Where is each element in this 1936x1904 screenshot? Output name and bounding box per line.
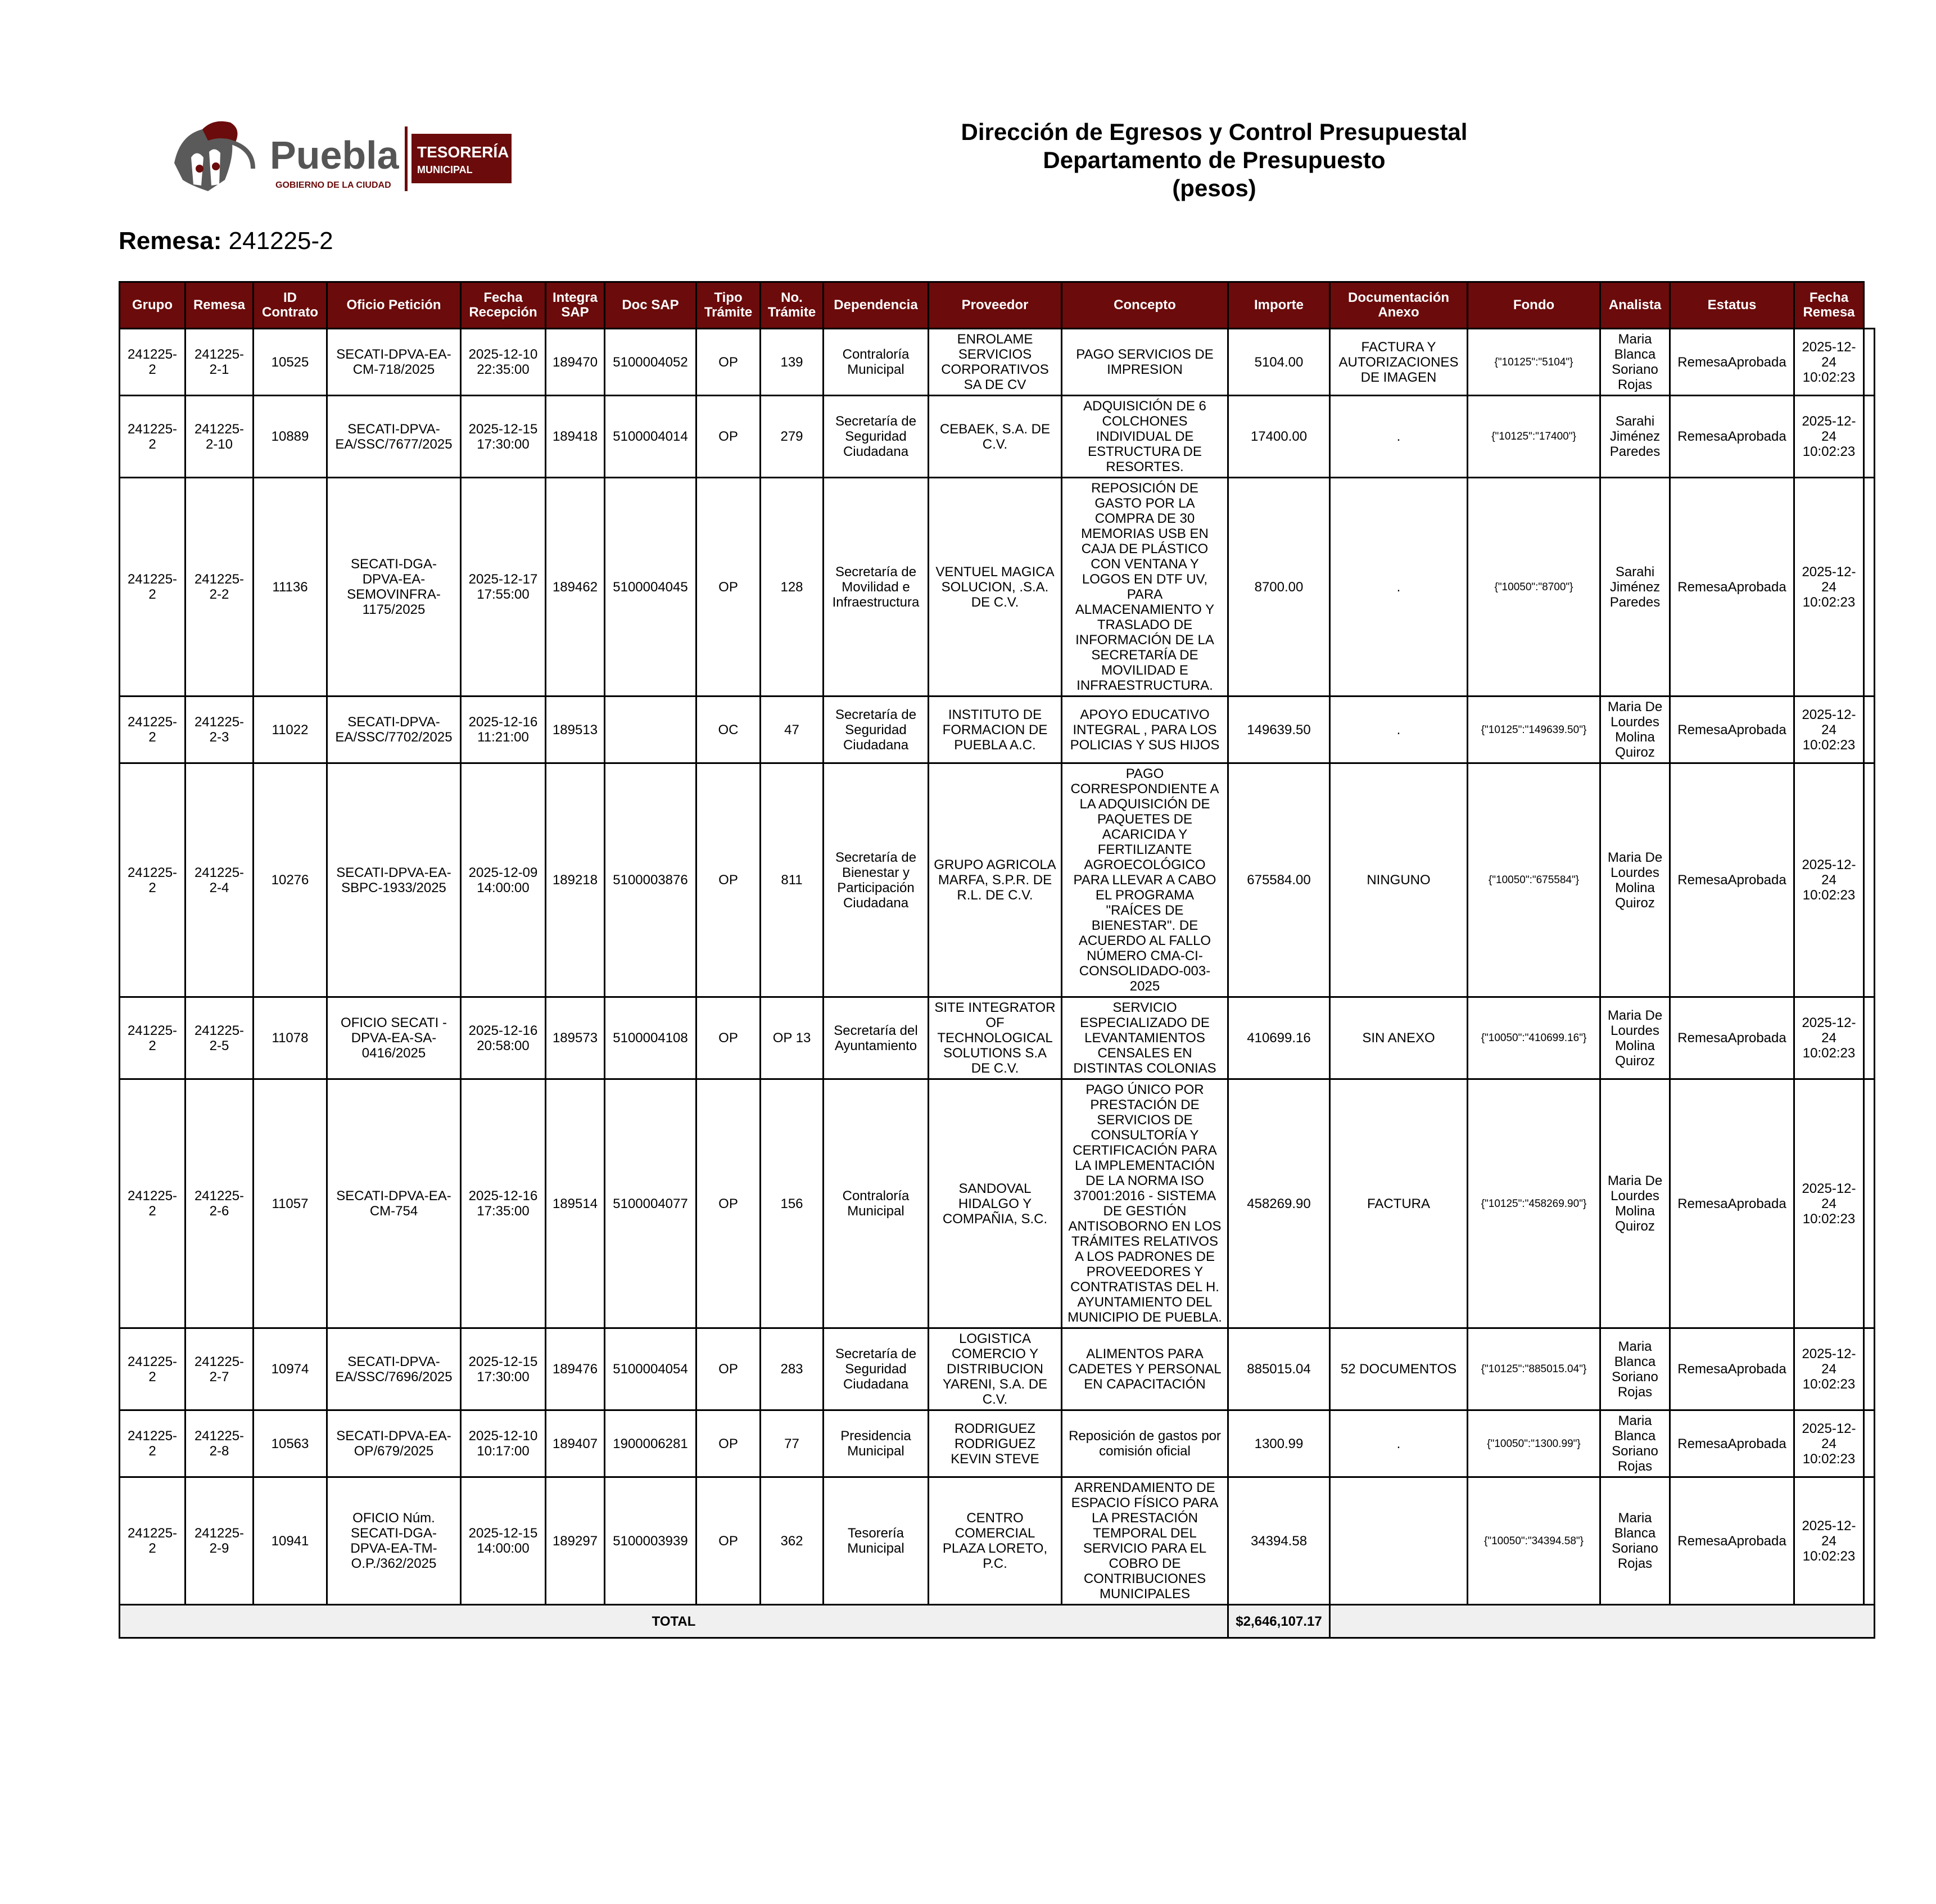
column-header: Dependencia bbox=[824, 282, 929, 329]
concepto-cell: ARRENDAMIENTO DE ESPACIO FÍSICO PARA LA PRESTACIÓN TEMPORAL DEL SERVICIO PARA EL COBRO DE CONTRIBUCIONES MUNICIPALES bbox=[1062, 1477, 1228, 1605]
estatus-cell: RemesaAprobada bbox=[1670, 329, 1794, 396]
table-edge bbox=[1864, 396, 1875, 478]
grupo-cell: 241225-2 bbox=[120, 1410, 186, 1477]
integra-sap-cell: 189470 bbox=[546, 329, 605, 396]
oficio-cell: SECATI-DPVA-EA/SSC/7702/2025 bbox=[327, 697, 461, 763]
id-contrato-cell: 10941 bbox=[254, 1477, 327, 1605]
dependencia-cell: Secretaría de Movilidad e Infraestructura bbox=[824, 478, 929, 697]
anexo-cell: SIN ANEXO bbox=[1330, 997, 1468, 1079]
estatus-cell: RemesaAprobada bbox=[1670, 763, 1794, 997]
importe-cell: 410699.16 bbox=[1228, 997, 1330, 1079]
table-row bbox=[120, 763, 1875, 997]
id-contrato-cell: 11022 bbox=[254, 697, 327, 763]
analista-cell: Maria De Lourdes Molina Quiroz bbox=[1600, 997, 1670, 1079]
total-empty-cell bbox=[1330, 1605, 1875, 1638]
integra-sap-cell: 189218 bbox=[546, 763, 605, 997]
concepto-cell: Reposición de gastos por comisión oficial bbox=[1062, 1410, 1228, 1477]
concepto-cell: PAGO CORRESPONDIENTE A LA ADQUISICIÓN DE PAQUETES DE ACARICIDA Y FERTILIZANTE AGROECOLÓGICO PARA LLEVAR A CABO EL PROGRAMA "RAÍCES DE BIENESTAR". DE ACUERDO AL FALLO NÚMERO CMA-CI-CONSOLIDADO-003-2025 bbox=[1062, 763, 1228, 997]
concepto-cell: APOYO EDUCATIVO INTEGRAL , PARA LOS POLICIAS Y SUS HIJOS bbox=[1062, 697, 1228, 763]
oficio-cell: SECATI-DPVA-EA-CM-754 bbox=[327, 1079, 461, 1328]
id-contrato-cell: 10563 bbox=[254, 1410, 327, 1477]
doc-sap-cell: 5100004108 bbox=[605, 997, 696, 1079]
fecha-recepcion-cell: 2025-12-09 14:00:00 bbox=[461, 763, 546, 997]
oficio-cell: SECATI-DGA-DPVA-EA-SEMOVINFRA-1175/2025 bbox=[327, 478, 461, 697]
id-contrato-cell: 11078 bbox=[254, 997, 327, 1079]
column-header: No. Trámite bbox=[761, 282, 824, 329]
oficio-cell: OFICIO Núm. SECATI-DGA-DPVA-EA-TM-O.P./362/2025 bbox=[327, 1477, 461, 1605]
total-row bbox=[120, 1605, 1875, 1638]
concepto-cell: PAGO ÚNICO POR PRESTACIÓN DE SERVICIOS DE CONSULTORÍA Y CERTIFICACIÓN PARA LA IMPLEMENTACIÓN DE LA NORMA ISO 37001:2016 - SISTEMA DE GESTIÓN ANTISOBORNO EN LOS TRÁMITES RELATIVOS A LOS PADRONES DE PROVEEDORES Y CONTRATISTAS DEL H. AYUNTAMIENTO DEL MUNICIPIO DE PUEBLA. bbox=[1062, 1079, 1228, 1328]
dependencia-cell: Secretaría de Seguridad Ciudadana bbox=[824, 396, 929, 478]
column-header: Fecha Remesa bbox=[1794, 282, 1864, 329]
id-contrato-cell: 10276 bbox=[254, 763, 327, 997]
fondo-cell: {"10125":"885015.04"} bbox=[1468, 1328, 1600, 1410]
id-contrato-cell: 10525 bbox=[254, 329, 327, 396]
proveedor-cell: CEBAEK, S.A. DE C.V. bbox=[929, 396, 1062, 478]
remesa-cell: 241225-2-3 bbox=[186, 697, 254, 763]
estatus-cell: RemesaAprobada bbox=[1670, 697, 1794, 763]
importe-cell: 149639.50 bbox=[1228, 697, 1330, 763]
proveedor-cell: RODRIGUEZ RODRIGUEZ KEVIN STEVE bbox=[929, 1410, 1062, 1477]
fondo-cell: {"10050":"410699.16"} bbox=[1468, 997, 1600, 1079]
anexo-cell bbox=[1330, 1477, 1468, 1605]
dependencia-cell: Secretaría de Bienestar y Participación Ciudadana bbox=[824, 763, 929, 997]
integra-sap-cell: 189514 bbox=[546, 1079, 605, 1328]
tipo-tramite-cell: OP bbox=[696, 997, 761, 1079]
remesa-cell: 241225-2-1 bbox=[186, 329, 254, 396]
column-header: Grupo bbox=[120, 282, 186, 329]
anexo-cell: . bbox=[1330, 478, 1468, 697]
grupo-cell: 241225-2 bbox=[120, 396, 186, 478]
fondo-cell: {"10125":"5104"} bbox=[1468, 329, 1600, 396]
fecha-remesa-cell: 2025-12-24 10:02:23 bbox=[1794, 396, 1864, 478]
puebla-tesoreria-logo bbox=[169, 118, 512, 197]
estatus-cell: RemesaAprobada bbox=[1670, 1477, 1794, 1605]
proveedor-cell: SITE INTEGRATOR OF TECHNOLOGICAL SOLUTIONS S.A DE C.V. bbox=[929, 997, 1062, 1079]
column-header: Fondo bbox=[1468, 282, 1600, 329]
analista-cell: Maria Blanca Soriano Rojas bbox=[1600, 329, 1670, 396]
tipo-tramite-cell: OP bbox=[696, 763, 761, 997]
grupo-cell: 241225-2 bbox=[120, 697, 186, 763]
table-edge bbox=[1864, 697, 1875, 763]
fecha-remesa-cell: 2025-12-24 10:02:23 bbox=[1794, 1410, 1864, 1477]
grupo-cell: 241225-2 bbox=[120, 1328, 186, 1410]
estatus-cell: RemesaAprobada bbox=[1670, 997, 1794, 1079]
table-row bbox=[120, 396, 1875, 478]
remesa-label: Remesa: bbox=[119, 227, 222, 255]
column-header: Proveedor bbox=[929, 282, 1062, 329]
dependencia-cell: Contraloría Municipal bbox=[824, 1079, 929, 1328]
column-header: Doc SAP bbox=[605, 282, 696, 329]
dependencia-cell: Secretaría de Seguridad Ciudadana bbox=[824, 1328, 929, 1410]
concepto-cell: ADQUISICIÓN DE 6 COLCHONES INDIVIDUAL DE ESTRUCTURA DE RESORTES. bbox=[1062, 396, 1228, 478]
estatus-cell: RemesaAprobada bbox=[1670, 1328, 1794, 1410]
fecha-recepcion-cell: 2025-12-17 17:55:00 bbox=[461, 478, 546, 697]
grupo-cell: 241225-2 bbox=[120, 1079, 186, 1328]
remesa-cell: 241225-2-5 bbox=[186, 997, 254, 1079]
tipo-tramite-cell: OP bbox=[696, 1328, 761, 1410]
table-edge bbox=[1864, 763, 1875, 997]
fecha-recepcion-cell: 2025-12-16 17:35:00 bbox=[461, 1079, 546, 1328]
concepto-cell: SERVICIO ESPECIALIZADO DE LEVANTAMIENTOS CENSALES EN DISTINTAS COLONIAS bbox=[1062, 997, 1228, 1079]
analista-cell: Maria Blanca Soriano Rojas bbox=[1600, 1477, 1670, 1605]
table-row bbox=[120, 478, 1875, 697]
grupo-cell: 241225-2 bbox=[120, 1477, 186, 1605]
total-value: $2,646,107.17 bbox=[1228, 1605, 1330, 1638]
id-contrato-cell: 10889 bbox=[254, 396, 327, 478]
logo-tagline-text: GOBIERNO DE LA CIUDAD bbox=[275, 180, 391, 190]
fecha-recepcion-cell: 2025-12-10 22:35:00 bbox=[461, 329, 546, 396]
doc-sap-cell: 5100003876 bbox=[605, 763, 696, 997]
no-tramite-cell: 283 bbox=[761, 1328, 824, 1410]
importe-cell: 17400.00 bbox=[1228, 396, 1330, 478]
column-header: Concepto bbox=[1062, 282, 1228, 329]
fecha-remesa-cell: 2025-12-24 10:02:23 bbox=[1794, 763, 1864, 997]
report-title-block bbox=[877, 118, 1551, 202]
integra-sap-cell: 189513 bbox=[546, 697, 605, 763]
remesa-heading bbox=[119, 226, 333, 256]
concepto-cell: ALIMENTOS PARA CADETES Y PERSONAL EN CAPACITACIÓN bbox=[1062, 1328, 1228, 1410]
estatus-cell: RemesaAprobada bbox=[1670, 1079, 1794, 1328]
id-contrato-cell: 11136 bbox=[254, 478, 327, 697]
proveedor-cell: VENTUEL MAGICA SOLUCION, .S.A. DE C.V. bbox=[929, 478, 1062, 697]
grupo-cell: 241225-2 bbox=[120, 763, 186, 997]
doc-sap-cell: 5100004077 bbox=[605, 1079, 696, 1328]
dependencia-cell: Secretaría del Ayuntamiento bbox=[824, 997, 929, 1079]
integra-sap-cell: 189297 bbox=[546, 1477, 605, 1605]
logo-emblem-icon bbox=[174, 121, 253, 191]
importe-cell: 675584.00 bbox=[1228, 763, 1330, 997]
analista-cell: Maria De Lourdes Molina Quiroz bbox=[1600, 697, 1670, 763]
analista-cell: Sarahi Jiménez Paredes bbox=[1600, 478, 1670, 697]
no-tramite-cell: 156 bbox=[761, 1079, 824, 1328]
anexo-cell: NINGUNO bbox=[1330, 763, 1468, 997]
fecha-remesa-cell: 2025-12-24 10:02:23 bbox=[1794, 329, 1864, 396]
table-edge bbox=[1864, 1328, 1875, 1410]
fecha-remesa-cell: 2025-12-24 10:02:23 bbox=[1794, 997, 1864, 1079]
tipo-tramite-cell: OC bbox=[696, 697, 761, 763]
id-contrato-cell: 10974 bbox=[254, 1328, 327, 1410]
table-row bbox=[120, 1328, 1875, 1410]
tipo-tramite-cell: OP bbox=[696, 478, 761, 697]
oficio-cell: SECATI-DPVA-EA-OP/679/2025 bbox=[327, 1410, 461, 1477]
fecha-recepcion-cell: 2025-12-15 17:30:00 bbox=[461, 396, 546, 478]
fondo-cell: {"10125":"458269.90"} bbox=[1468, 1079, 1600, 1328]
no-tramite-cell: 77 bbox=[761, 1410, 824, 1477]
tipo-tramite-cell: OP bbox=[696, 329, 761, 396]
fecha-recepcion-cell: 2025-12-10 10:17:00 bbox=[461, 1410, 546, 1477]
doc-sap-cell: 5100004054 bbox=[605, 1328, 696, 1410]
estatus-cell: RemesaAprobada bbox=[1670, 1410, 1794, 1477]
id-contrato-cell: 11057 bbox=[254, 1079, 327, 1328]
anexo-cell: FACTURA bbox=[1330, 1079, 1468, 1328]
importe-cell: 8700.00 bbox=[1228, 478, 1330, 697]
anexo-cell: FACTURA Y AUTORIZACIONES DE IMAGEN bbox=[1330, 329, 1468, 396]
fondo-cell: {"10125":"149639.50"} bbox=[1468, 697, 1600, 763]
integra-sap-cell: 189418 bbox=[546, 396, 605, 478]
no-tramite-cell: 811 bbox=[761, 763, 824, 997]
fecha-remesa-cell: 2025-12-24 10:02:23 bbox=[1794, 1477, 1864, 1605]
report-unit: (pesos) bbox=[1172, 175, 1256, 201]
doc-sap-cell: 1900006281 bbox=[605, 1410, 696, 1477]
fondo-cell: {"10125":"17400"} bbox=[1468, 396, 1600, 478]
integra-sap-cell: 189462 bbox=[546, 478, 605, 697]
fecha-remesa-cell: 2025-12-24 10:02:23 bbox=[1794, 1328, 1864, 1410]
column-header: Tipo Trámite bbox=[696, 282, 761, 329]
table-row bbox=[120, 329, 1875, 396]
oficio-cell: SECATI-DPVA-EA/SSC/7677/2025 bbox=[327, 396, 461, 478]
report-title: Dirección de Egresos y Control Presupuestal bbox=[961, 119, 1468, 145]
remesa-cell: 241225-2-7 bbox=[186, 1328, 254, 1410]
doc-sap-cell: 5100004045 bbox=[605, 478, 696, 697]
doc-sap-cell: 5100003939 bbox=[605, 1477, 696, 1605]
analista-cell: Maria De Lourdes Molina Quiroz bbox=[1600, 1079, 1670, 1328]
proveedor-cell: ENROLAME SERVICIOS CORPORATIVOS SA DE CV bbox=[929, 329, 1062, 396]
dependencia-cell: Secretaría de Seguridad Ciudadana bbox=[824, 697, 929, 763]
no-tramite-cell: OP 13 bbox=[761, 997, 824, 1079]
column-header: Remesa bbox=[186, 282, 254, 329]
doc-sap-cell bbox=[605, 697, 696, 763]
remesa-cell: 241225-2-8 bbox=[186, 1410, 254, 1477]
table-header-row bbox=[120, 282, 1875, 329]
table-row bbox=[120, 1477, 1875, 1605]
tipo-tramite-cell: OP bbox=[696, 396, 761, 478]
fondo-cell: {"10050":"8700"} bbox=[1468, 478, 1600, 697]
tipo-tramite-cell: OP bbox=[696, 1410, 761, 1477]
fecha-recepcion-cell: 2025-12-15 14:00:00 bbox=[461, 1477, 546, 1605]
table-edge bbox=[1864, 997, 1875, 1079]
analista-cell: Maria De Lourdes Molina Quiroz bbox=[1600, 763, 1670, 997]
estatus-cell: RemesaAprobada bbox=[1670, 478, 1794, 697]
no-tramite-cell: 128 bbox=[761, 478, 824, 697]
fecha-remesa-cell: 2025-12-24 10:02:23 bbox=[1794, 1079, 1864, 1328]
proveedor-cell: INSTITUTO DE FORMACION DE PUEBLA A.C. bbox=[929, 697, 1062, 763]
column-header: Fecha Recepción bbox=[461, 282, 546, 329]
anexo-cell: 52 DOCUMENTOS bbox=[1330, 1328, 1468, 1410]
oficio-cell: OFICIO SECATI - DPVA-EA-SA-0416/2025 bbox=[327, 997, 461, 1079]
oficio-cell: SECATI-DPVA-EA-CM-718/2025 bbox=[327, 329, 461, 396]
table-row bbox=[120, 1079, 1875, 1328]
column-header: Estatus bbox=[1670, 282, 1794, 329]
column-header: Integra SAP bbox=[546, 282, 605, 329]
remesa-table bbox=[119, 281, 1875, 1639]
remesa-cell: 241225-2-9 bbox=[186, 1477, 254, 1605]
analista-cell: Maria Blanca Soriano Rojas bbox=[1600, 1410, 1670, 1477]
grupo-cell: 241225-2 bbox=[120, 329, 186, 396]
column-header: ID Contrato bbox=[254, 282, 327, 329]
analista-cell: Maria Blanca Soriano Rojas bbox=[1600, 1328, 1670, 1410]
importe-cell: 458269.90 bbox=[1228, 1079, 1330, 1328]
concepto-cell: REPOSICIÓN DE GASTO POR LA COMPRA DE 30 MEMORIAS USB EN CAJA DE PLÁSTICO CON VENTANA Y LOGOS EN DTF UV, PARA ALMACENAMIENTO Y TRASLADO DE INFORMACIÓN DE LA SECRETARÍA DE MOVILIDAD E INFRAESTRUCTURA. bbox=[1062, 478, 1228, 697]
dependencia-cell: Presidencia Municipal bbox=[824, 1410, 929, 1477]
estatus-cell: RemesaAprobada bbox=[1670, 396, 1794, 478]
column-header: Documentación Anexo bbox=[1330, 282, 1468, 329]
integra-sap-cell: 189407 bbox=[546, 1410, 605, 1477]
importe-cell: 34394.58 bbox=[1228, 1477, 1330, 1605]
oficio-cell: SECATI-DPVA-EA/SSC/7696/2025 bbox=[327, 1328, 461, 1410]
integra-sap-cell: 189573 bbox=[546, 997, 605, 1079]
remesa-value: 241225-2 bbox=[228, 227, 333, 255]
importe-cell: 1300.99 bbox=[1228, 1410, 1330, 1477]
grupo-cell: 241225-2 bbox=[120, 997, 186, 1079]
logo-badge-line2: MUNICIPAL bbox=[417, 164, 473, 175]
fecha-recepcion-cell: 2025-12-16 11:21:00 bbox=[461, 697, 546, 763]
fondo-cell: {"10050":"34394.58"} bbox=[1468, 1477, 1600, 1605]
importe-cell: 885015.04 bbox=[1228, 1328, 1330, 1410]
grupo-cell: 241225-2 bbox=[120, 478, 186, 697]
fecha-remesa-cell: 2025-12-24 10:02:23 bbox=[1794, 478, 1864, 697]
analista-cell: Sarahi Jiménez Paredes bbox=[1600, 396, 1670, 478]
fecha-remesa-cell: 2025-12-24 10:02:23 bbox=[1794, 697, 1864, 763]
remesa-cell: 241225-2-2 bbox=[186, 478, 254, 697]
column-header: Analista bbox=[1600, 282, 1670, 329]
logo-badge-line1: TESORERÍA bbox=[417, 143, 509, 161]
table-edge bbox=[1864, 478, 1875, 697]
column-header: Oficio Petición bbox=[327, 282, 461, 329]
anexo-cell: . bbox=[1330, 1410, 1468, 1477]
tipo-tramite-cell: OP bbox=[696, 1477, 761, 1605]
no-tramite-cell: 47 bbox=[761, 697, 824, 763]
total-label: TOTAL bbox=[120, 1605, 1228, 1638]
fecha-recepcion-cell: 2025-12-15 17:30:00 bbox=[461, 1328, 546, 1410]
remesa-cell: 241225-2-6 bbox=[186, 1079, 254, 1328]
table-edge bbox=[1864, 1477, 1875, 1605]
dependencia-cell: Tesorería Municipal bbox=[824, 1477, 929, 1605]
fondo-cell: {"10050":"675584"} bbox=[1468, 763, 1600, 997]
doc-sap-cell: 5100004052 bbox=[605, 329, 696, 396]
proveedor-cell: CENTRO COMERCIAL PLAZA LORETO, P.C. bbox=[929, 1477, 1062, 1605]
no-tramite-cell: 362 bbox=[761, 1477, 824, 1605]
anexo-cell: . bbox=[1330, 396, 1468, 478]
no-tramite-cell: 279 bbox=[761, 396, 824, 478]
table-edge bbox=[1864, 1410, 1875, 1477]
table-row bbox=[120, 997, 1875, 1079]
anexo-cell: . bbox=[1330, 697, 1468, 763]
remesa-cell: 241225-2-4 bbox=[186, 763, 254, 997]
fecha-recepcion-cell: 2025-12-16 20:58:00 bbox=[461, 997, 546, 1079]
importe-cell: 5104.00 bbox=[1228, 329, 1330, 396]
remesa-cell: 241225-2-10 bbox=[186, 396, 254, 478]
table-edge bbox=[1864, 1079, 1875, 1328]
table-edge bbox=[1864, 282, 1875, 329]
no-tramite-cell: 139 bbox=[761, 329, 824, 396]
integra-sap-cell: 189476 bbox=[546, 1328, 605, 1410]
doc-sap-cell: 5100004014 bbox=[605, 396, 696, 478]
proveedor-cell: SANDOVAL HIDALGO Y COMPAÑIA, S.C. bbox=[929, 1079, 1062, 1328]
tipo-tramite-cell: OP bbox=[696, 1079, 761, 1328]
proveedor-cell: LOGISTICA COMERCIO Y DISTRIBUCION YARENI, S.A. DE C.V. bbox=[929, 1328, 1062, 1410]
table-row bbox=[120, 697, 1875, 763]
report-subtitle: Departamento de Presupuesto bbox=[1043, 147, 1386, 173]
logo-brand-text: Puebla bbox=[270, 133, 399, 177]
fondo-cell: {"10050":"1300.99"} bbox=[1468, 1410, 1600, 1477]
table-row bbox=[120, 1410, 1875, 1477]
column-header: Importe bbox=[1228, 282, 1330, 329]
proveedor-cell: GRUPO AGRICOLA MARFA, S.P.R. DE R.L. DE C.V. bbox=[929, 763, 1062, 997]
concepto-cell: PAGO SERVICIOS DE IMPRESION bbox=[1062, 329, 1228, 396]
dependencia-cell: Contraloría Municipal bbox=[824, 329, 929, 396]
oficio-cell: SECATI-DPVA-EA-SBPC-1933/2025 bbox=[327, 763, 461, 997]
table-edge bbox=[1864, 329, 1875, 396]
